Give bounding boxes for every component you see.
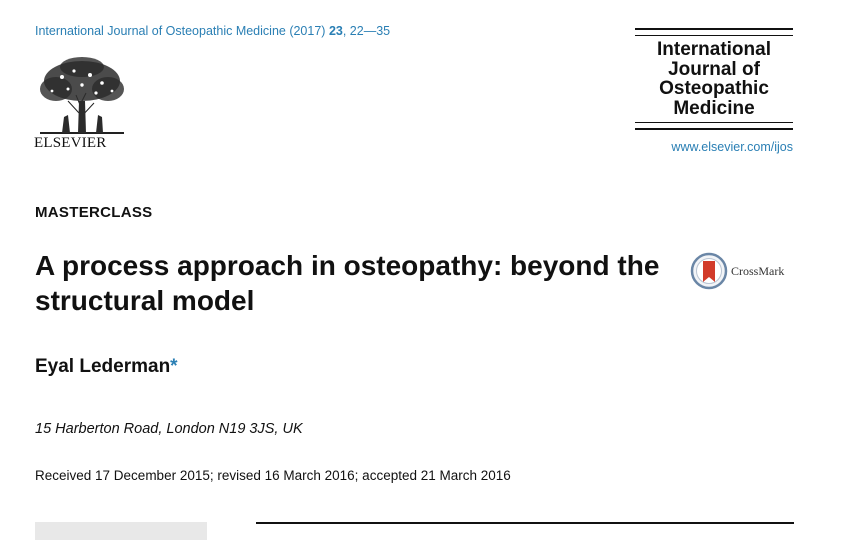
citation-pages: , 22—35 xyxy=(342,24,391,38)
journal-name-line-2: Journal of xyxy=(668,58,760,80)
author-affiliation: 15 Harberton Road, London N19 3JS, UK xyxy=(35,421,303,437)
journal-title-box xyxy=(635,28,793,130)
journal-name-line-4: Medicine xyxy=(673,97,755,119)
citation-volume: 23 xyxy=(328,24,343,38)
article-section-label: MASTERCLASS xyxy=(35,204,153,221)
crossmark-icon xyxy=(690,252,728,290)
author-footnote-link[interactable]: * xyxy=(170,356,178,377)
abstract-label-block xyxy=(35,522,207,540)
publisher-name: ELSEVIER xyxy=(34,135,107,151)
journal-title-top-rule xyxy=(635,28,793,36)
journal-name-line-3: Osteopathic xyxy=(659,78,769,99)
author-name-line xyxy=(35,356,178,378)
author-name: Eyal Lederman xyxy=(35,356,171,377)
journal-url-link[interactable]: www.elsevier.com/ijos xyxy=(671,140,793,154)
journal-name-line-1: International xyxy=(656,39,771,60)
citation-journal: International Journal of Osteopathic Medicine (2017) xyxy=(35,24,326,38)
journal-citation xyxy=(35,24,390,38)
journal-title-bottom-rule xyxy=(635,122,793,130)
section-divider xyxy=(256,522,794,524)
crossmark-button[interactable] xyxy=(690,252,784,290)
crossmark-label: CrossMark xyxy=(731,263,785,278)
article-history-dates: Received 17 December 2015; revised 16 March 2016; accepted 21 March 2016 xyxy=(35,468,511,483)
article-title: A process approach in osteopathy: beyond the structural model xyxy=(35,250,660,316)
